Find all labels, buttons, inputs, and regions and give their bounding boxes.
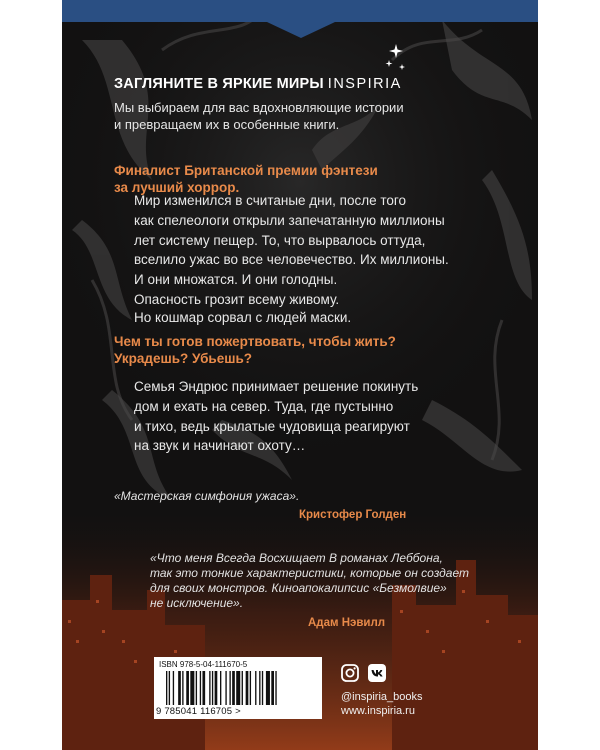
review-line: так это тонкие характеристики, которые он создает xyxy=(150,566,469,580)
vk-icon[interactable] xyxy=(367,663,387,683)
isbn-number: ISBN 978-5-04-111670-5 xyxy=(159,660,248,669)
blurb-line: на звук и начинают охоту… xyxy=(134,438,306,454)
series-heading-text: ЗАГЛЯНИТЕ В ЯРКИЕ МИРЫ xyxy=(114,76,324,92)
blurb-line: вселило ужас во все человечество. Их миллионы. xyxy=(134,252,449,268)
review-line: для своих монстров. Киноапокалипсис «Безмолвие» xyxy=(150,581,447,595)
top-tab-notch xyxy=(267,22,335,38)
question-line: Украдешь? Убьешь? xyxy=(114,351,253,366)
review-quote-1 xyxy=(114,489,299,504)
social-handle[interactable]: @inspiria_books xyxy=(341,691,423,703)
blurb-paragraph-3 xyxy=(134,377,418,456)
intro-line: Мы выбираем для вас вдохновляющие истории xyxy=(114,100,404,115)
barcode-panel xyxy=(154,657,322,719)
blurb-line: как спелеологи открыли запечатанную миллионы xyxy=(134,212,445,228)
review-line: «Мастерская симфония ужаса». xyxy=(114,489,300,503)
question-line: Чем ты готов пожертвовать, чтобы жить? xyxy=(114,334,396,349)
book-back-cover xyxy=(62,0,538,750)
website-link[interactable]: www.inspiria.ru xyxy=(341,705,415,717)
blurb-line: И они множатся. И они голодны. xyxy=(134,272,338,288)
blurb-line: Семья Эндрюс принимает решение покинуть xyxy=(134,379,419,394)
award-line: за лучший хоррор. xyxy=(114,180,240,195)
review-line: «Что меня Всегда Восхищает В романах Леббона, xyxy=(150,551,443,565)
blurb-line: Опасность грозит всему живому. xyxy=(134,291,340,307)
review-line: не исключение». xyxy=(150,596,244,610)
blurb-paragraph-1 xyxy=(134,191,449,310)
blurb-line: Но кошмар сорвал с людей маски. xyxy=(134,310,352,325)
blurb-line: лет систему пещер. То, что вырвалось оттуда, xyxy=(134,232,426,248)
blurb-paragraph-2 xyxy=(134,308,351,328)
blurb-line: Мир изменился в считаные дни, после того xyxy=(134,193,407,208)
award-line: Финалист Британской премии фэнтези xyxy=(114,163,378,178)
blurb-line: и тихо, ведь крылатые чудовища реагируют xyxy=(134,418,410,434)
review-author-2: Адам Нэвилл xyxy=(308,617,386,629)
instagram-icon[interactable] xyxy=(340,663,360,683)
review-author-1: Кристофер Голден xyxy=(299,509,407,521)
review-quote-2 xyxy=(150,551,469,611)
intro-line: и превращаем их в особенные книги. xyxy=(114,117,340,132)
series-heading xyxy=(114,76,402,92)
barcode-digits: 9 785041 116705 > xyxy=(156,706,241,717)
top-color-tab xyxy=(62,0,538,22)
intro-text xyxy=(114,99,494,133)
blurb-line: дом и ехать на север. Туда, где пустынно xyxy=(134,398,394,414)
brand-name: INSPIRIA xyxy=(327,76,402,92)
barcode xyxy=(166,671,316,705)
sparkle-icon xyxy=(384,44,408,72)
blurb-question xyxy=(114,333,396,367)
